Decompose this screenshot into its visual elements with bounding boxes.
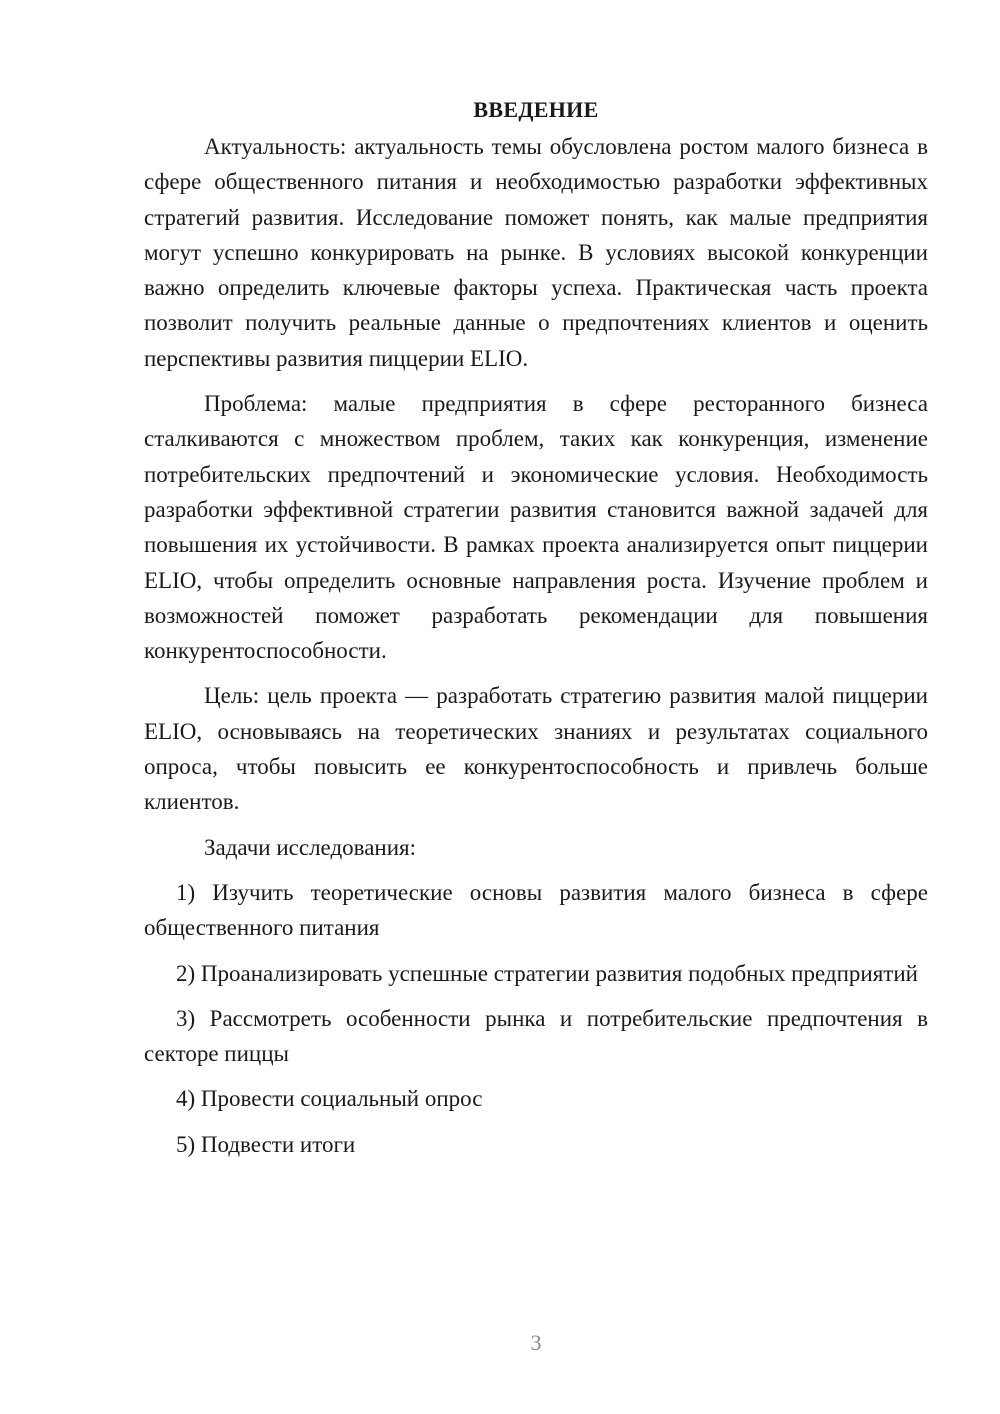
task-item-2: 2) Проанализировать успешные стратегии развития подобных предприятий xyxy=(176,960,918,986)
task-item-1: 1) Изучить теоретические основы развития малого бизнеса в сфере общественного питания xyxy=(144,879,928,941)
section-heading: ВВЕДЕНИЕ xyxy=(473,97,599,122)
paragraph-relevance: Актуальность: актуальность темы обусловлена ростом малого бизнеса в сфере общественного питания и необходимостью разработки эффективных стратегий развития. Исследование поможет понять, как малые предприятия могут успешно конкурировать на рынке. В условиях высокой конкуренции важно определить ключевые факторы успеха. Практическая часть проекта позволит получить реальные данные о предпочтениях клиентов и оценить перспективы развития пиццерии ELIO. xyxy=(144,134,928,371)
task-item-4: 4) Провести социальный опрос xyxy=(176,1086,483,1112)
paragraph-problem: Проблема: малые предприятия в сфере ресторанного бизнеса сталкиваются с множеством проблем, таких как конкуренция, изменение потребительских предпочтений и экономические условия. Необходимость разработки эффективной стратегии развития становится важной задачей для повышения их устойчивости. В рамках проекта анализируется опыт пиццерии ELIO, чтобы определить основные направления роста. Изучение проблем и возможностей поможет разработать рекомендации для повышения конкурентоспособности. xyxy=(144,391,928,664)
task-item-3: 3) Рассмотреть особенности рынка и потребительские предпочтения в секторе пиццы xyxy=(144,1005,928,1067)
paragraph-goal: Цель: цель проекта — разработать стратегию развития малой пиццерии ELIO, основываясь на теоретических знаниях и результатах социального опроса, чтобы повысить ее конкурентоспособность и привлечь больше клиентов. xyxy=(144,683,928,815)
task-item-5: 5) Подвести итоги xyxy=(176,1131,356,1157)
paragraph-tasks-heading: Задачи исследования: xyxy=(204,834,417,860)
page-number: 3 xyxy=(530,1330,542,1355)
document-page xyxy=(144,92,928,1172)
